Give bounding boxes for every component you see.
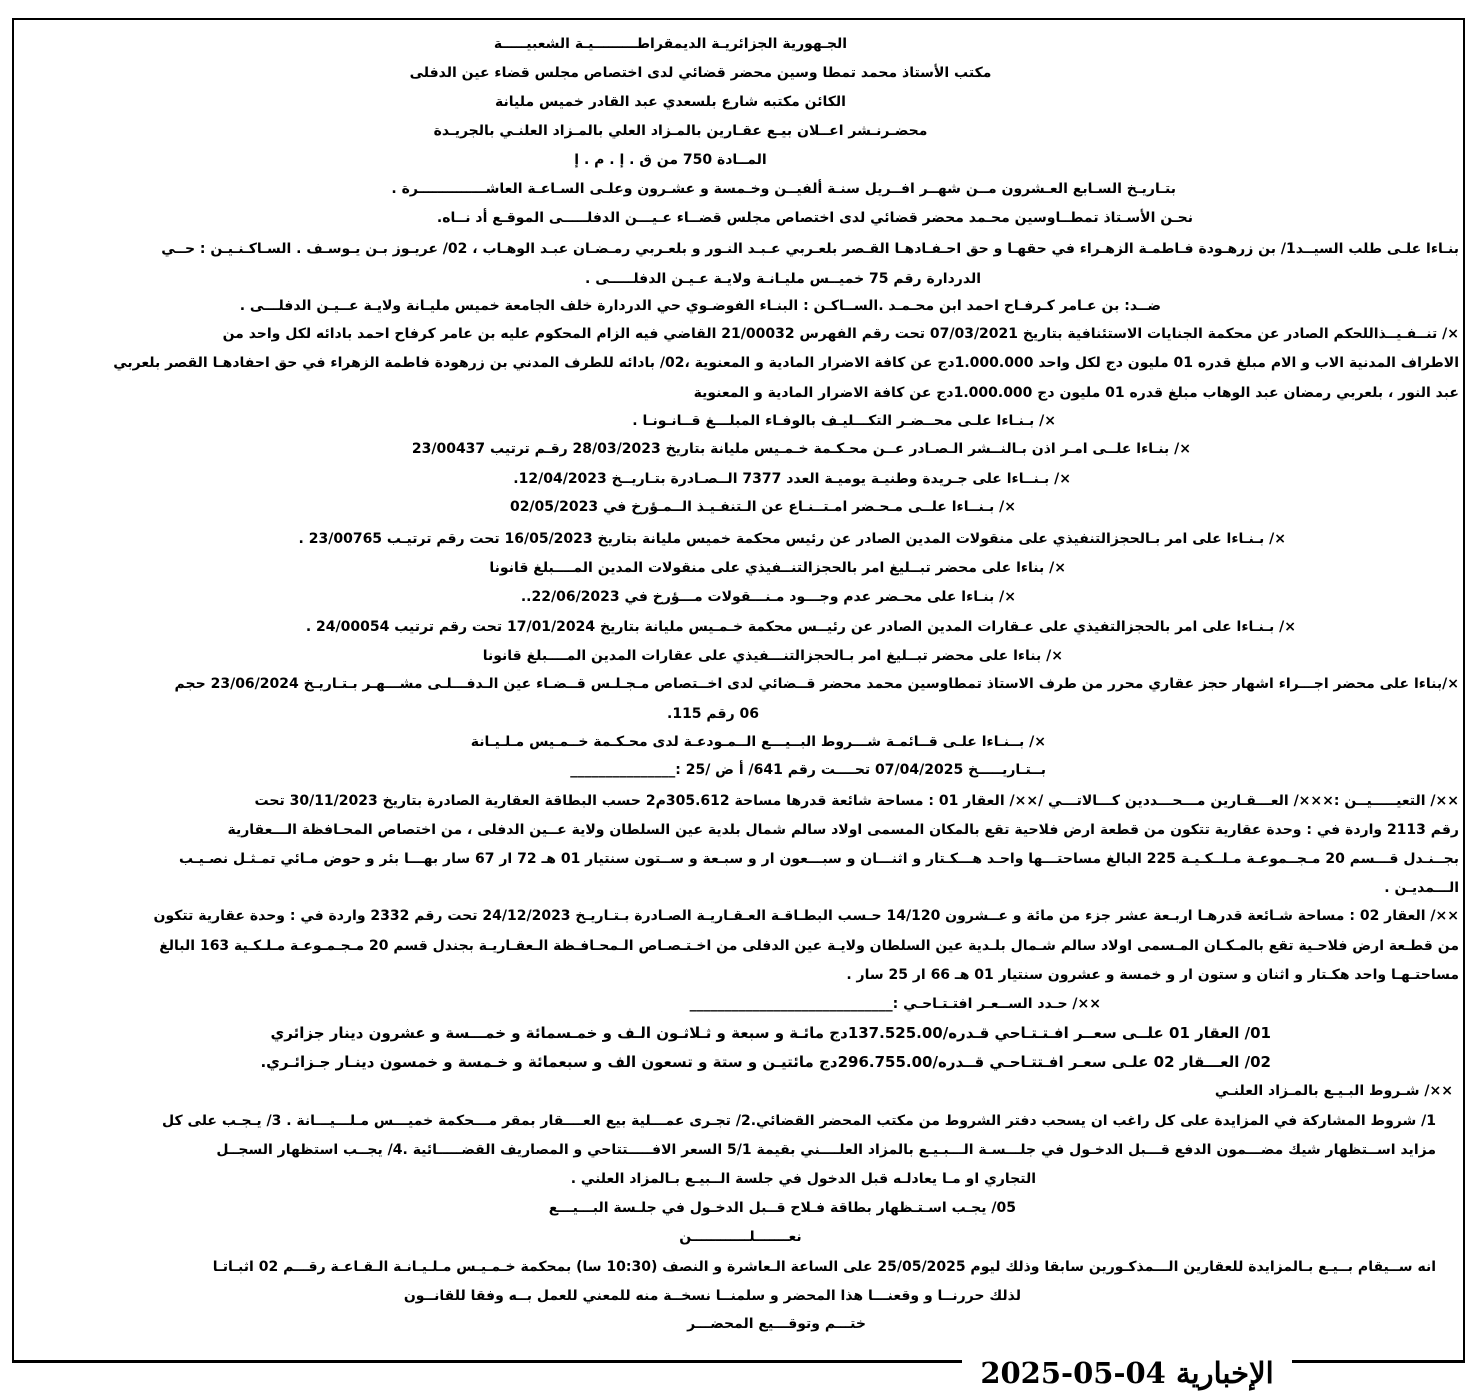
intro-date-line: بتـاريـخ السـابع العـشرون مــن شهــر افــريل سنـة ألفيــن وخـمسة و عشـرون وعلـى السـاعـة العاشــــــــــــــرة .	[391, 181, 1176, 197]
body-line: ×/بناءا على محضر اجـــراء اشهار حجز عقاري محرر من طرف الاستاذ تمطاوسين محمد محضر قــضائي لدى اخــتصاص مـجـلـس قــضـاء عين الـدفـــلـى مشـــهـر بـتـاريـخ 23/06/2024 حجم	[174, 676, 1459, 692]
intro-requester-line: بنـاءا علـى طلب السيــد1/ بن زرهـودة فـاطمـة الزهـراء في حقهـا و حق احـفـادهـا القـصر بلعـربي عـبـد النـور و بلعـربي رمـضـان عبـد الوهـاب ، 02/ عريـوز بـن يـوسـف . السـاكـنـيـن : حــي	[161, 241, 1459, 257]
body-line: ×/ بـنـاءا على امر بالحجزالتفيذي على عـقارات المدين الصادر عن رئيــس محكمة خـمـيس مليانة بتاريخ 17/01/2024 تحت رقم ترتيب 24/00054 .	[305, 619, 1296, 635]
notice-line: انه ســيقام بــيـع بـالمزايدة للعقارين الـــمذكـورين سابقا وذلك ليوم 25/05/2025 على الساعة الـعاشرة و النصف (10:30 سا) بمحكمة خـمـيـس مـلـيـانـة الـقـاعـة رقـــم 02 اثبـاتـا	[212, 1259, 1436, 1275]
property-2-line: من قطـعة ارض فلاحـية تقع بالمـكـان المـسمى اولاد سالم شـمال بلـدية عين السلطان ولايـة عين الدفلى من اخـتـصـاص الـمحـافـظة الـعقـاريـة بجندل قسم 20 مـجـمـوعـة مـلـكـية 163 البالغ	[159, 938, 1459, 954]
footer-rule-right	[1290, 1361, 1465, 1363]
price-row-1: 01/ العقار 01 علــى سعــر افـتـتـاحي قـدره/137.525.00دج مائـة و سبعة و ثـلاثـون الـف و خمـسمائة و خمـــسة و عشرون دينار جزائري	[270, 1024, 1271, 1042]
body-line: ×/ بنـاءا على محـضر عدم وجـــود مـنـــقولات مـــؤرخ في 22/06/2023..	[520, 589, 1016, 605]
newspaper-footer	[962, 1352, 1292, 1394]
intro-against-line: ضــد: بن عـامر كـرفـاح احمد ابن محـمـد .الســاكـن : البنـاء الفوضـوي حي الدردارة خلف الجامعة خميس مليـانة ولايـة عــيـن الدفلـــى .	[239, 298, 1161, 314]
condition-line: التجاري او مـا يعادلـه قبل الدخول في جلسة الــبيـع بـالمزاد العلني .	[570, 1171, 1036, 1187]
header-republic: الجـهورية الجزائريـة الديمقراطـــــــــيـة الشعبيـــــة	[493, 36, 848, 52]
body-line: ×/ بـنــاءا علــى مـحـضر امـتــنـاع عن الـتنفـيـذ الــمـؤرخ في 02/05/2023	[509, 499, 1016, 515]
property-1-line: ××/ التعيـــــيــن :×××/ العـــقـارين مـــحـــددين كـــالاتـــي /××/ العقار 01 : مساحة شائعة قدرها مساحة 305.612م2 حسب البطاقة العقارية الصادرة بتاريخ 30/11/2023 تحت	[254, 793, 1459, 809]
body-line: 06 رقم 115.	[667, 706, 759, 722]
signature-line: ختـــم وتوقـــيع المحضـــر	[687, 1316, 866, 1332]
header-subject: محضـرنـشر اعــلان بيـع عقـارين بالمـزاد العلي بالمـزاد العلنـي بالجريـدة	[433, 123, 928, 139]
footer-rule-left	[12, 1361, 964, 1363]
body-line: ×/ بناءا على محضر تبــليغ امر بـالحجزالتنـــفيذي على عقارات المدين المــــبلغ قانونا	[482, 648, 1063, 664]
notice-line: لذلك حررنــا و وقعنـــا هذا المحضر و سلمنــا نسخــة منه للمعني للعمل بــه وفقا للقانــون	[403, 1288, 1021, 1304]
header-office: مكتب الأستاذ محمد تمطا وسين محضر قضائي لدى اختصاص مجلس قضاء عين الدفلى	[409, 65, 992, 81]
condition-line: 1/ شروط المشاركة في المزايدة على كل راغب ان يسحب دفتر الشروط من مكتب المحضر القضائي.2/ تجـرى عمـــلية بيع العــــقار بمقر مـــحكمة خميـــس مـلـــيـــانة . 3/ يـجـب على كل	[162, 1113, 1436, 1129]
body-line: ×/ بناءا على محضر تبــليغ امر بالحجزالتنــفيذي على منقولات المدين المــــبلغ قانونا	[489, 560, 1066, 576]
condition-line: مزايد اســتظهار شيك مضـــمون الدفع قـــبل الدخـول في جلـــسـة الـــبـيـع بالمزاد العلــــني بقيمة 5/1 السعر الافـــــتتاحي و المصاريف القضـــــائية .4/ يجــب استظهار السجــل	[216, 1142, 1436, 1158]
property-2-line: ××/ العقار 02 : مساحة شـائعة قدرهـا اربـعة عشر جزء من مائة و عــشرون 14/120 حـسب البطـاقـة العـقـاريـة الصـادرة بـتـاريـخ 24/12/2023 تحت رقم 2332 واردة في : وحدة عقارية تتكون	[153, 908, 1459, 924]
intro-bailiff-line: نحـن الأسـتاذ تمطــاوسين محـمد محضر قضائي لدى اختصاص مجلس قضــاء عـيـــن الدفلـــــى الموقـع أد نــاه.	[436, 210, 1193, 226]
property-2-line: مساحتـهـا واحد هكـتار و اثنان و ستون ار و خمسة و عشرون سنتيار 01 هـ 66 ار 25 سار .	[846, 967, 1459, 983]
body-line: ×/ بنـاءا علــى امـر اذن بـالنــشر الـصـادر عــن محـكـمة خـمـيس مليانة بتاريخ 28/03/2023 رقـم ترتيب 23/00437	[411, 441, 1191, 457]
body-line: ×/ بــنـاءا علـى قــائمـة شـــروط البــيـــع الــمـودعـة لدى محـكـمة خــمـيس مـلـيـانة	[470, 734, 1046, 750]
body-line: ×/ بـنــاءا على جـريدة وطنيـة يوميـة العدد 7377 الــصـادرة بتـاريــخ 12/04/2023.	[513, 471, 1071, 487]
body-line: ×/ بـنـاءا على امر بـالحجزالتنفيذي على منقولات المدين الصادر عن رئيس محكمة خميس مليانة بتاريخ 16/05/2023 تحت رقم ترتيـب 23/00765 .	[298, 531, 1286, 547]
property-1-line: بجــنـدل قـــسم 20 مـجــموعـة مـلــكـيـة 225 البالغ مساحتـــها واحـد هـــكـتار و اثنـــان و سبـــعون ار و سبـعة و ســتون سنتيار 01 هـ 72 ار 67 سار بهـــا بئر و حوض مـائي تمـثـل نصـيـب	[179, 851, 1459, 867]
header-address: الكائن مكتبه شارع بلسعدي عبد القادر خميس مليانة	[495, 94, 846, 110]
body-line: عبد النور ، بلعربي رمضان عبد الوهاب مبلغ قدره 01 مليون دج 1.000.000دج عن كافة الاضرار المادية و المعنوية	[693, 385, 1459, 401]
body-line: بــتـاريـــــخ 07/04/2025 تحــــت رقم 641/ أ ض /25 :_______________	[570, 762, 1046, 778]
price-row-2: 02/ العـــقار 02 علـى سعـر افـتتـاحـي قــدره/296.755.00دج مائتيـن و ستة و تسعون الف و سبعمائة و خـمسة و خمسون دينـار جـزائـري.	[260, 1053, 1271, 1071]
price-title: ××/ حـدد الســعـر افتـتـاحـي :_____________________________	[689, 996, 1101, 1012]
newspaper-name-date: الإخبارية 04-05-2025	[980, 1356, 1274, 1390]
body-line: ×/ بـنـاءا علـى محــضـر التكـــليـف بالوفـاء المبلـــغ قــانـونـا .	[632, 413, 1056, 429]
intro-requester-address: الدردارة رقم 75 خميــس مليـانـة ولايـة عـيـن الدفلـــــى .	[585, 271, 981, 287]
header-article: المــادة 750 من ق . إ . م . إ	[574, 152, 767, 168]
notice-title: نعـــــــلــــــــــــن	[679, 1229, 802, 1245]
body-line: الاطراف المدنية الاب و الام مبلغ قدره 01 مليون دج لكل واحد 1.000.000دج عن كافة الاضرار المادية و المعنوية ،02/ بادائه للطرف المدني بن زرهودة فاطمة الزهراء في حق احفادهـا القصر بلعربي	[113, 355, 1459, 371]
conditions-title: ××/ شـروط البـيـع بالمـزاد العلنـي	[1214, 1083, 1453, 1099]
condition-line: 05/ يجـب اسـتـظهار بطاقة فـلاح قــبل الدخـول في جلـسة البـــيـــع	[548, 1200, 1016, 1216]
property-1-line: الـــمديـن .	[1384, 880, 1459, 896]
body-line: ×/ تنــفـيــذاللحكم الصادر عن محكمة الجنايات الاستئنافية بتاريخ 07/03/2021 تحت رقم الفهرس 21/00032 القاضي فيه الزام المحكوم عليه بن عامر كرفاح احمد بادائه لكل واحد من	[222, 326, 1459, 342]
property-1-line: رقم 2113 واردة في : وحدة عقارية تتكون من قطعة ارض فلاحية تقع بالمكان المسمى اولاد سالم شمال بلدية عين السلطان ولاية عــين الدفلى ، من اختصاص المحـافظة الـــعقارية	[227, 822, 1459, 838]
